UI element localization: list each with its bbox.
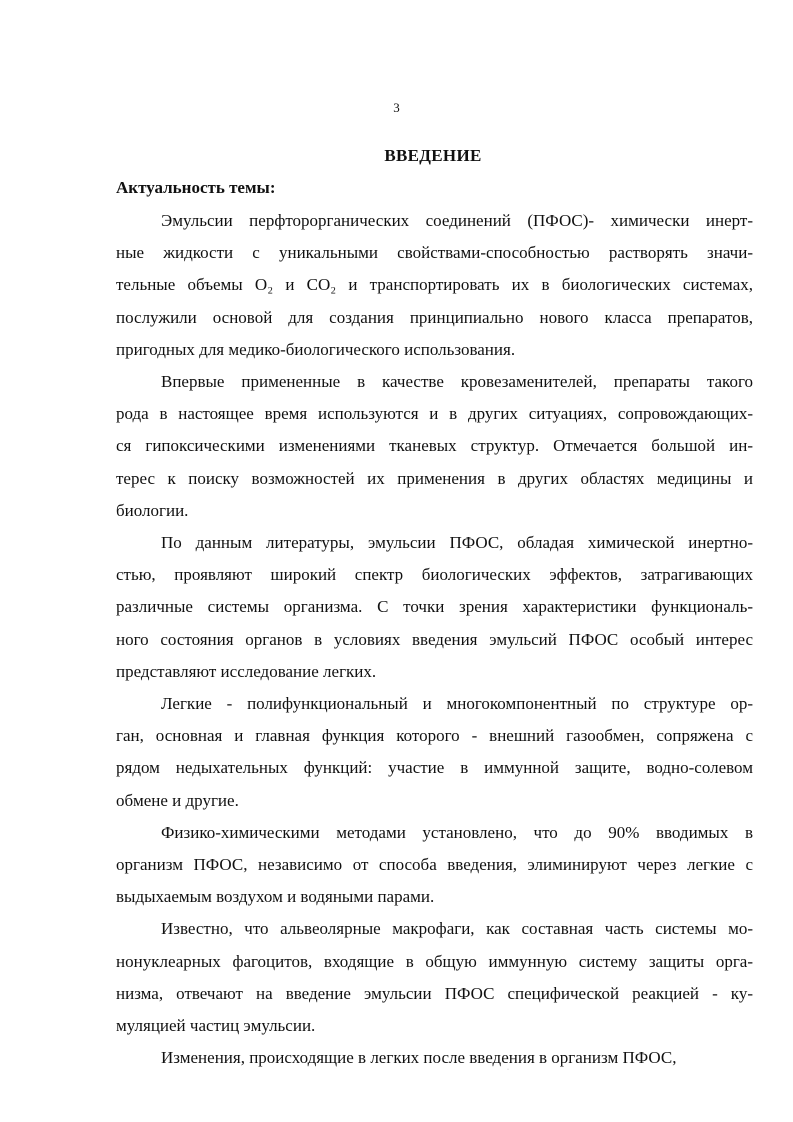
paragraph-line: По данным литературы, эмульсии ПФОС, обладая химической инертно- [161,533,753,552]
paragraph-line: терес к поиску возможностей их применения в других областях медицины и [116,468,753,488]
paragraph-line: Известно, что альвеолярные макрофаги, как составная часть системы мо- [161,919,753,939]
paragraph-line: муляцией частиц эмульсии. [116,1016,316,1035]
section-heading: ВВЕДЕНИЕ [384,146,482,165]
paragraph-line: стью, проявляют широкий спектр биологических эффектов, затрагивающих [116,565,753,585]
subsection-heading: Актуальность темы: [116,178,276,197]
paragraph-line: послужили основой для создания принципиально нового класса препаратов, [116,307,753,327]
paragraph-line: пригодных для медико-биологического использования. [116,339,516,359]
paragraph-line: организм ПФОС, независимо от способа введения, элиминируют через легкие с [116,855,753,874]
paragraph-line: ные жидкости с уникальными свойствами-способностью растворять значи- [116,243,753,263]
paragraph-line: нонуклеарных фагоцитов, входящие в общую иммунную систему защиты орга- [116,951,753,971]
paragraph-line: выдыхаемым воздухом и водяными парами. [116,887,435,907]
paragraph-line: ного состояния органов в условиях введения эмульсий ПФОС особый интерес [116,629,753,649]
paragraph-line: представляют исследование легких. [116,661,377,681]
paragraph-line: низма, отвечают на введение эмульсии ПФОС специфической реакцией - ку- [116,983,753,1003]
paragraph-line: Физико-химическими методами установлено, что до 90% вводимых в [161,822,753,842]
scan-speck: · [507,1067,509,1073]
paragraph-line: Эмульсии перфторорганических соединений (ПФОС)- химически инерт- [161,211,753,230]
paragraph-line: различные системы организма. С точки зрения характеристики функциональ- [116,597,753,617]
paragraph-line: рода в настоящее время используются и в других ситуациях, сопровождающих- [116,404,753,424]
paragraph-line: Легкие - полифункциональный и многокомпонентный по структуре ор- [161,694,753,713]
paragraph-line: обмене и другие. [116,790,239,810]
paragraph-line: рядом недыхательных функций: участие в иммунной защите, водно-солевом [116,758,753,778]
paragraph-line: Изменения, происходящие в легких после введения в организм ПФОС, [161,1048,677,1068]
paragraph-line: Впервые примененные в качестве кровезаменителей, препараты такого [161,372,753,391]
paragraph-line: тельные объемы O₂ и CO₂ и транспортировать их в биологических системах, [116,275,753,295]
paragraph-line: ся гипоксическими изменениями тканевых структур. Отмечается большой ин- [116,436,753,456]
paragraph-line: ган, основная и главная функция которого - внешний газообмен, сопряжена с [116,726,753,746]
page-number: 3 [393,100,400,115]
paragraph-line: биологии. [116,500,189,520]
